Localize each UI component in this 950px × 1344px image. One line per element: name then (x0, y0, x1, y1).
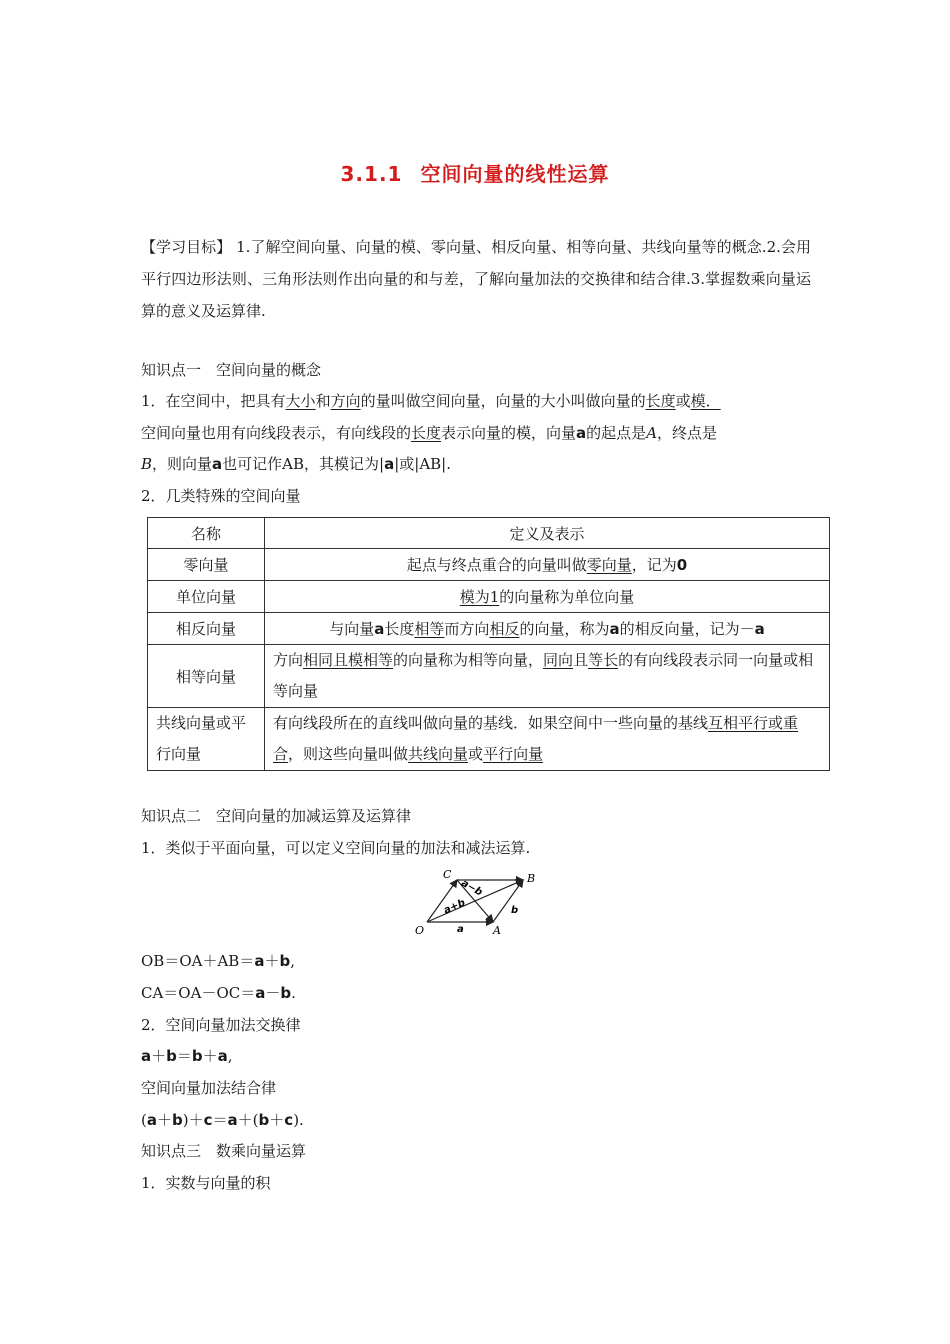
assoc-title: 空间向量加法结合律 (141, 1079, 277, 1097)
label-b: b (511, 905, 519, 916)
eq-ob: OB＝OA＋AB＝a＋b, (141, 952, 295, 970)
header-name: 名称 (148, 518, 265, 549)
goals-text: 1.了解空间向量、向量的模、零向量、相反向量、相等向量、共线向量等的概念.2.会用平行四边形法则、三角形法则作出向量的和与差，了解向量加法的交换律和结合律.3.掌握数乘向量运算的意义及运算律. (141, 238, 811, 320)
label-O: O (415, 924, 425, 937)
row-name: 相反向量 (148, 613, 265, 645)
label-C: C (443, 868, 452, 881)
table-row (148, 549, 830, 581)
row-name: 相等向量 (148, 645, 265, 708)
row-definition: 模为1的向量称为单位向量 (265, 581, 830, 613)
eq-ca: CA＝OA－OC＝a－b. (141, 984, 296, 1002)
table-row (148, 645, 830, 708)
label-B: B (527, 872, 536, 885)
kp2-item2: 2．空间向量加法交换律 (141, 1016, 301, 1034)
special-vectors-table (147, 517, 830, 771)
row-name: 共线向量或平行向量 (148, 708, 265, 771)
row-definition: 方向相同且模相等的向量称为相等向量，同向且等长的有向线段表示同一向量或相等向量 (265, 645, 830, 708)
table-row (148, 613, 830, 645)
table-header-row (148, 518, 830, 549)
learning-goals (141, 231, 811, 327)
row-definition: 起点与终点重合的向量叫做零向量，记为0 (265, 549, 830, 581)
section-title: 空间向量的线性运算 (420, 162, 610, 186)
parallelogram-diagram (405, 866, 550, 938)
header-definition: 定义及表示 (265, 518, 830, 549)
kp3-heading: 知识点三 数乘向量运算 (141, 1142, 307, 1160)
row-definition: 与向量a长度相等而方向相反的向量，称为a的相反向量，记为－a (265, 613, 830, 645)
goals-tag: 【学习目标】 (141, 238, 232, 256)
row-name: 单位向量 (148, 581, 265, 613)
kp1-item1: 1．在空间中，把具有大小和方向的量叫做空间向量，向量的大小叫做向量的长度或模． (141, 392, 721, 410)
label-a-plus-b: a+b (442, 897, 468, 917)
table-row (148, 708, 830, 771)
eq-commutative: a＋b＝b＋a, (141, 1047, 233, 1065)
section-number: 3.1.1 (340, 162, 403, 186)
kp2-heading: 知识点二 空间向量的加减运算及运算律 (141, 807, 412, 825)
kp2-item1: 1．类似于平面向量，可以定义空间向量的加法和减法运算. (141, 839, 531, 857)
kp1-heading: 知识点一 空间向量的概念 (141, 361, 322, 379)
kp3-item1: 1．实数与向量的积 (141, 1174, 271, 1192)
label-A: A (493, 924, 501, 937)
kp1-line2: 空间向量也用有向线段表示，有向线段的长度表示向量的模，向量a的起点是A，终点是 (141, 424, 718, 442)
row-definition: 有向线段所在的直线叫做向量的基线．如果空间中一些向量的基线互相平行或重合，则这些向量叫做共线向量或平行向量 (265, 708, 830, 771)
label-a-minus-b: a−b (459, 877, 485, 899)
table-row (148, 581, 830, 613)
label-a: a (457, 924, 464, 935)
row-name: 零向量 (148, 549, 265, 581)
kp1-item2: 2．几类特殊的空间向量 (141, 487, 301, 505)
kp1-line3: B，则向量a也可记作AB，其模记为|a|或|AB|. (141, 455, 452, 473)
page-title (0, 158, 950, 187)
eq-associative: (a＋b)＋c＝a＋(b＋c). (141, 1111, 304, 1129)
